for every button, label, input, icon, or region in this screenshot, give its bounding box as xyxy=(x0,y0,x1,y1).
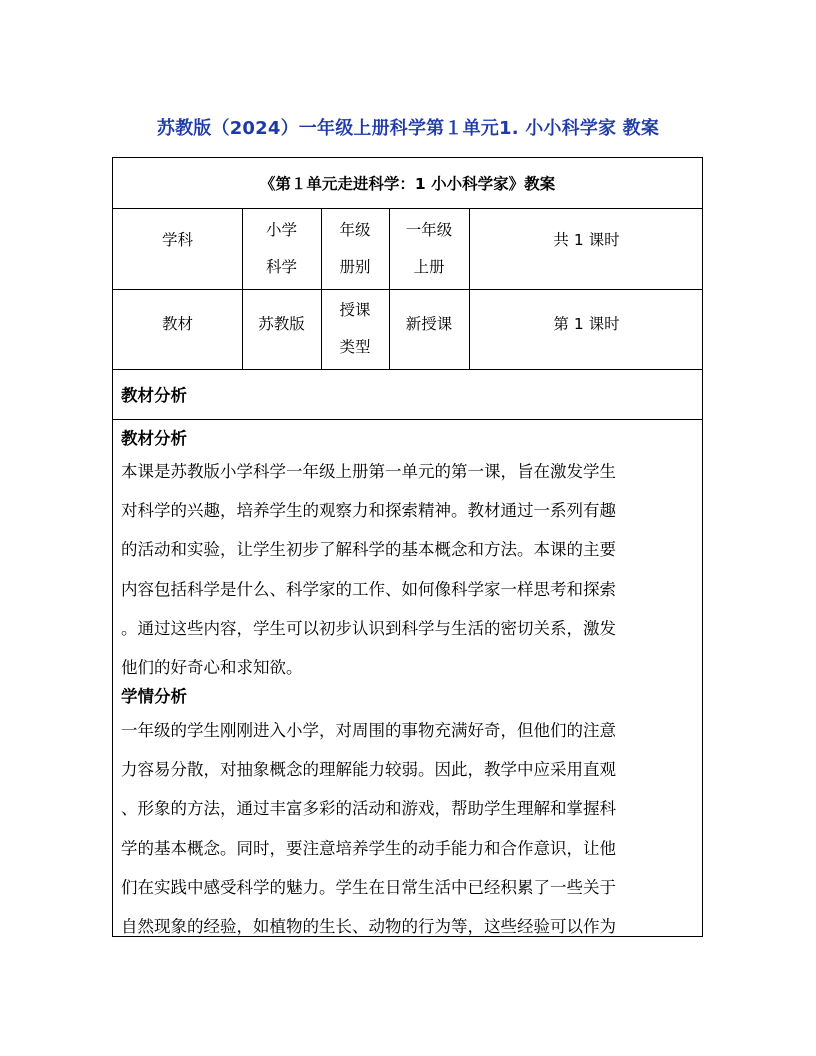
lesson-type-label-cell xyxy=(321,289,389,369)
lesson-type-value: 新授课 xyxy=(405,314,453,333)
section-body xyxy=(121,711,695,946)
text-line: 一年级的学生刚刚进入小学，对周围的事物充满好奇，但他们的注意 xyxy=(121,721,616,740)
total-hours: 共 1 课时 xyxy=(553,231,620,249)
lesson-type-value-cell xyxy=(389,289,469,359)
subject-value-cell xyxy=(242,208,321,289)
total-hours-cell xyxy=(469,208,704,273)
grade-label-line2: 册别 xyxy=(339,257,371,276)
text-line: 力容易分散，对抽象概念的理解能力较弱。因此，教学中应采用直观 xyxy=(121,760,616,780)
analysis-row-heading: 教材分析 xyxy=(121,386,187,405)
subject-value-line1: 小学 xyxy=(265,220,297,239)
grade-value-line2: 上册 xyxy=(413,257,445,276)
text-line: 他们的好奇心和求知欲。 xyxy=(121,658,303,678)
lesson-plan-table xyxy=(112,157,703,937)
document-title: 苏教版（2024）一年级上册科学第１单元1. 小小科学家 教案 xyxy=(156,118,660,139)
lesson-hour: 第 1 课时 xyxy=(553,314,620,333)
section-body xyxy=(121,452,695,687)
grade-value-line1: 一年级 xyxy=(405,220,453,239)
grade-value-cell xyxy=(389,208,469,289)
text-line: 内容包括科学是什么、科学家的工作、如何像科学家一样思考和探索 xyxy=(121,579,616,599)
table-header: 《第１单元走进科学：1 小小科学家》教案 xyxy=(259,175,556,193)
text-line: 自然现象的经验，如植物的生长、动物的行为等，这些经验可以作为 xyxy=(121,917,616,937)
text-line: 对科学的兴趣，培养学生的观察力和探索精神。教材通过一系列有趣 xyxy=(121,501,616,521)
lesson-type-label-line1: 授课 xyxy=(339,301,371,319)
text-line: 们在实践中感受科学的魅力。学生在日常生活中已经积累了一些关于 xyxy=(121,877,616,897)
textbook-label: 教材 xyxy=(161,314,193,333)
grade-label-line1: 年级 xyxy=(339,220,371,239)
text-line: 、形象的方法，通过丰富多彩的活动和游戏，帮助学生理解和掌握科 xyxy=(121,799,616,819)
lesson-type-label-line2: 类型 xyxy=(339,338,371,356)
text-line: 本课是苏教版小学科学一年级上册第一单元的第一课，旨在激发学生 xyxy=(121,462,616,481)
subject-label-cell xyxy=(113,208,242,273)
text-line: 。通过这些内容，学生可以初步认识到科学与生活的密切关系，激发 xyxy=(121,618,616,638)
textbook-value: 苏教版 xyxy=(258,314,305,333)
textbook-value-cell xyxy=(242,289,321,359)
subject-label: 学科 xyxy=(161,231,193,249)
subject-value-line2: 科学 xyxy=(265,257,297,276)
section-heading: 学情分析 xyxy=(121,687,187,706)
lesson-hour-cell xyxy=(469,289,704,359)
row-divider xyxy=(113,369,702,370)
row-divider xyxy=(113,419,702,420)
section-heading: 教材分析 xyxy=(121,429,187,448)
text-line: 的活动和实验，让学生初步了解科学的基本概念和方法。本课的主要 xyxy=(121,540,616,560)
grade-label-cell xyxy=(321,208,389,289)
text-line: 学的基本概念。同时，要注意培养学生的动手能力和合作意识，让他 xyxy=(121,838,616,858)
textbook-label-cell xyxy=(113,289,242,359)
